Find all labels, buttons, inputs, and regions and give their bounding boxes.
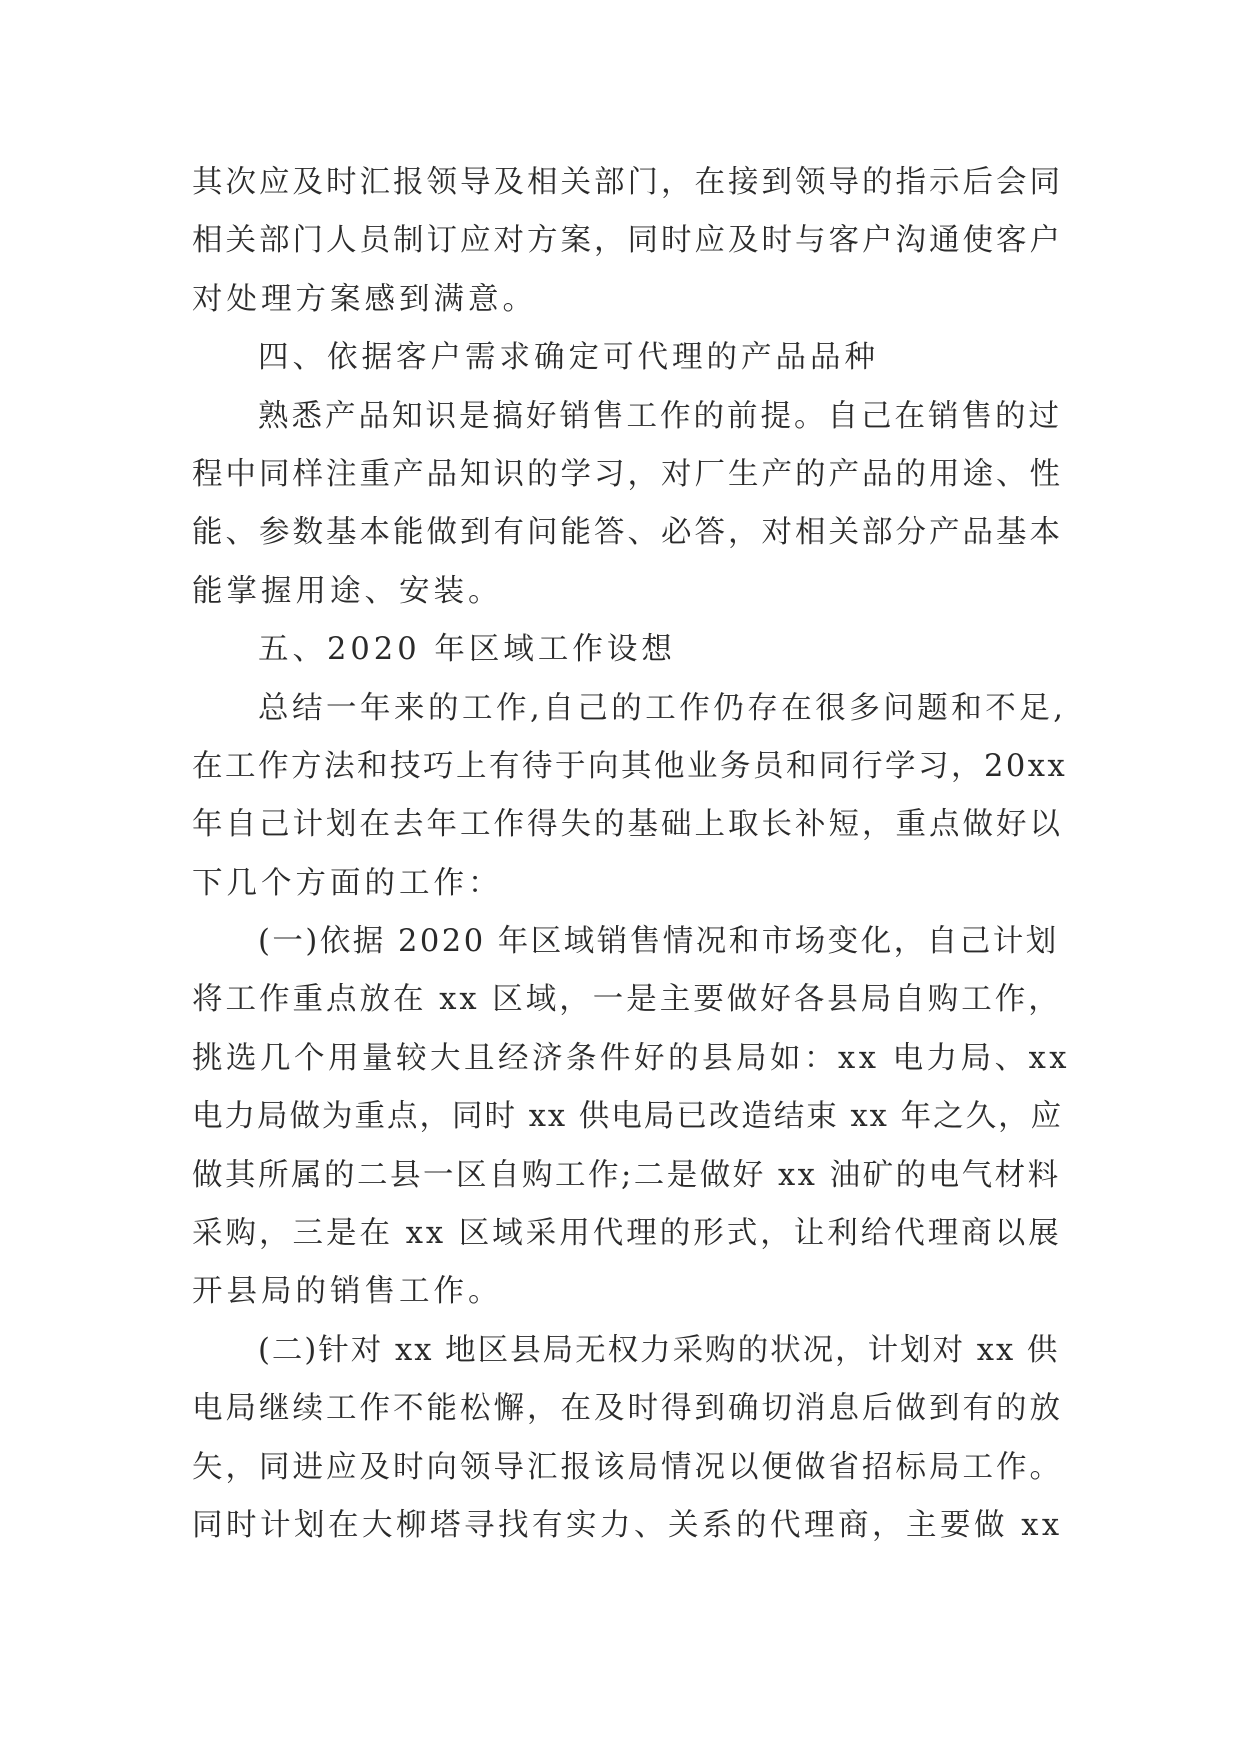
text-line: 年自己计划在去年工作得失的基础上取长补短，重点做好以 [192,807,1063,843]
text-line: 总结一年来的工作,自己的工作仍存在很多问题和不足, [258,690,1067,726]
text-line: 其次应及时汇报领导及相关部门，在接到领导的指示后会同 [192,165,1063,200]
text-line: 做其所属的二县一区自购工作;二是做好 xx 油矿的电气材料 [192,1157,1061,1193]
text-line: 将工作重点放在 xx 区域，一是主要做好各县局自购工作， [192,982,1062,1018]
text-line: 同时计划在大柳塔寻找有实力、关系的代理商，主要做 xx [192,1507,1063,1543]
text-line: 熟悉产品知识是搞好销售工作的前提。自己在销售的过 [258,398,1062,434]
text-line: 电局继续工作不能松懈，在及时得到确切消息后做到有的放 [192,1391,1063,1427]
text-line: (二)针对 xx 地区县局无权力采购的状况，计划对 xx 供 [258,1332,1060,1368]
text-line: 能掌握用途、安装。 [192,573,503,609]
text-line: 相关部门人员制订应对方案，同时应及时与客户沟通使客户 [192,223,1063,259]
text-line: 开县局的销售工作。 [192,1274,503,1310]
text-line: 采购，三是在 xx 区域采用代理的形式，让利给代理商以展 [192,1216,1062,1252]
text-line: 程中同样注重产品知识的学习，对厂生产的产品的用途、性 [192,456,1063,492]
text-line: 能、参数基本能做到有问能答、必答，对相关部分产品基本 [192,515,1063,551]
text-line: (一)依据 2020 年区域销售情况和市场变化，自己计划 [258,924,1059,960]
text-line: 在工作方法和技巧上有待于向其他业务员和同行学习，20xx [192,748,1068,784]
text-line: 对处理方案感到满意。 [192,281,537,317]
document-body [192,154,1072,1555]
text-line: 五、2020 年区域工作设想 [258,632,676,668]
text-line: 电力局做为重点，同时 xx 供电局已改造结束 xx 年之久，应 [192,1099,1064,1135]
text-line: 挑选几个用量较大且经济条件好的县局如：xx 电力局、xx [192,1040,1070,1076]
text-line: 四、依据客户需求确定可代理的产品品种 [258,340,879,376]
text-line: 矢，同进应及时向领导汇报该局情况以便做省招标局工作。 [192,1449,1063,1485]
text-line: 下几个方面的工作： [192,865,503,901]
